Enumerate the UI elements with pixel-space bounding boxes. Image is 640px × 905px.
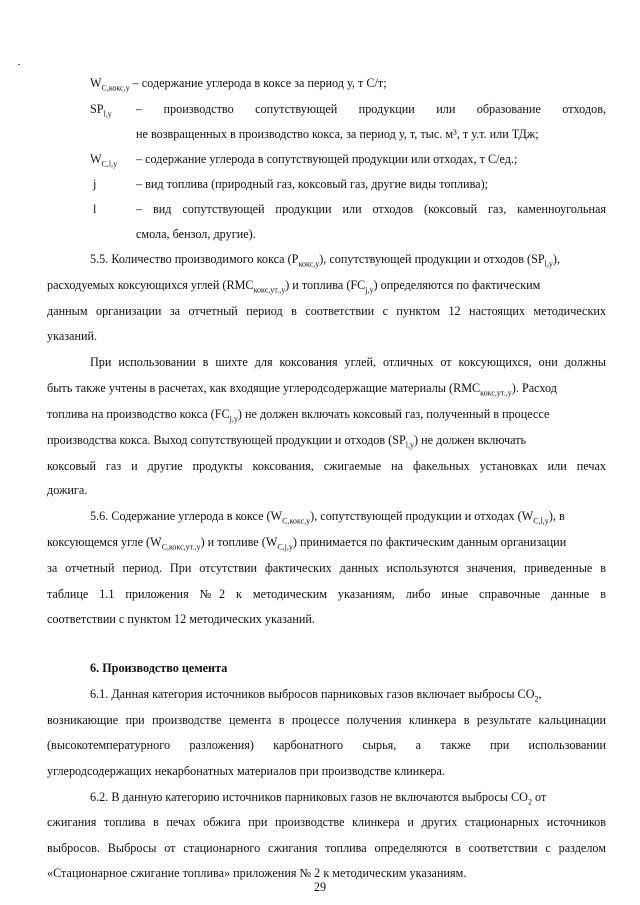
- def-term: SP: [90, 102, 104, 116]
- paragraph-5-5-line-4: указаний.: [47, 329, 98, 343]
- page-number: 29: [313, 880, 327, 894]
- text-run: ) определяются по фактическим: [373, 278, 541, 292]
- paragraph-5-6-line-1: [90, 508, 606, 529]
- paragraph-6-1-line-1: [90, 686, 606, 707]
- scan-mark: [18, 64, 20, 65]
- definition-l-desc: – вид сопутствующей продукции или отходов (коксовый газ, каменноугольная: [136, 202, 606, 216]
- text-run: быть также учтены в расчетах, как входящие углеродсодержащие материалы (RMC: [47, 381, 481, 395]
- def-sub: l,y: [103, 109, 112, 119]
- text-run: ) принимается по фактическим данным организации: [292, 535, 567, 549]
- definition-wcl-term: [90, 151, 117, 172]
- def-sub: C,кокс,у: [101, 83, 130, 93]
- text-run: ,: [538, 687, 542, 701]
- definition-sp-desc: – производство сопутствующей продукции или образование отходов,: [136, 102, 606, 116]
- paragraph-5-6-line-5: соответствии с пунктом 12 методических указаний.: [47, 612, 315, 626]
- text-run: ) не должен включать коксовый газ, полученный в процессе: [237, 407, 550, 421]
- subscript: j,y: [365, 285, 374, 295]
- text-run: топлива на производство кокса (FC: [47, 407, 230, 421]
- text-run: 5.6. Содержание углерода в коксе (W: [90, 509, 283, 523]
- subscript: C,кокс,ут.,у: [161, 542, 201, 552]
- paragraph-5-5-line-3: данным организации за отчетный период в соответствии с пунктом 12 настоящих методических: [47, 304, 606, 318]
- paragraph-5-6-line-3: за отчетный период. При отсутствии фактических данных используются значения, приведенные в: [47, 561, 606, 575]
- subscript: 2: [534, 694, 539, 704]
- subscript: кокс,ут.,у: [480, 388, 512, 398]
- paragraph-6-2-line-4: «Стационарное сжигание топлива» приложения № 2 к методическим указаниям.: [47, 866, 467, 880]
- subscript: l,y: [544, 259, 553, 269]
- paragraph-6-1-line-2: возникающие при производстве цемента в процессе получения клинкера в результате кальцинации: [47, 713, 606, 727]
- subscript: кокс,ут.,у: [253, 285, 286, 295]
- def-term: W: [90, 76, 102, 90]
- paragraph-5-6-line-4: таблице 1.1 приложения №2 к методическим указаниям, либо иные справочные данные в: [47, 587, 606, 601]
- def-sub: C,l,y: [101, 159, 118, 169]
- definition-sp-desc-cont: не возвращенных в производство кокса, за период у, т, тыс. м³, т у.т. или ТДж;: [136, 127, 539, 141]
- subscript: l,y: [405, 440, 415, 450]
- subscript: кокс,у: [298, 259, 320, 269]
- text-run: ),: [552, 252, 561, 266]
- paragraph-5-5-line-2: [47, 277, 606, 298]
- text-run: ) и топливе (W: [200, 535, 278, 549]
- def-term: W: [90, 152, 102, 166]
- text-run: расходуемых коксующихся углей (RMC: [47, 278, 254, 292]
- text-run: 6.1. Данная категория источников выбросов парниковых газов включает выбросы CO: [90, 687, 535, 701]
- subscript: 2: [527, 797, 532, 807]
- subscript: C,l,y: [533, 516, 549, 526]
- paragraph-shihta-line-1: При использовании в шихте для коксования углей, отличных от коксующихся, они должны: [90, 355, 606, 369]
- def-desc: – содержание углерода в коксе за период у, т С/т;: [132, 76, 387, 90]
- paragraph-shihta-line-4: [47, 432, 606, 453]
- paragraph-shihta-line-5: коксовый газ и другие продукты коксования, сжигаемые на факельных установках или печах: [47, 459, 606, 473]
- text-run: коксующемся угле (W: [47, 535, 162, 549]
- paragraph-6-2-line-3: выбросов. Выбросы от стационарного сжигания топлива определяются в соответствии с разделом: [47, 841, 606, 855]
- text-run: ), в: [548, 509, 565, 523]
- definition-l-term: l: [93, 202, 97, 216]
- definition-w-coke: [90, 75, 640, 96]
- section-heading: 6. Производство цемента: [90, 661, 228, 675]
- paragraph-shihta-line-6: дожига.: [47, 483, 88, 497]
- subscript: C,j,y: [277, 542, 293, 552]
- text-run: ), сопутствующей продукции и отходах (W: [310, 509, 534, 523]
- paragraph-6-2-line-2: сжигания топлива в печах обжига при производстве клинкера и других стационарных источников: [47, 815, 606, 829]
- text-run: от: [531, 790, 547, 804]
- subscript: j,y: [229, 414, 238, 424]
- definition-sp-term: [90, 101, 112, 122]
- text-run: 6.2. В данную категорию источников парниковых газов не включаются выбросы CO: [90, 790, 528, 804]
- text-run: ). Расход: [511, 381, 557, 395]
- text-run: ) и топлива (FC: [285, 278, 366, 292]
- paragraph-6-1-line-4: углеродсодержащих некарбонатных материалов при производстве клинкера.: [47, 764, 445, 778]
- definition-j-term: j: [93, 177, 97, 191]
- paragraph-6-1-line-3: (высокотемпературного разложения) карбонатного сырья, а также при использовании: [47, 738, 606, 752]
- text-run: ) не должен включать: [414, 433, 527, 447]
- definition-wcl-desc: – содержание углерода в сопутствующей продукции или отходах, т С/ед.;: [136, 152, 518, 166]
- paragraph-6-2-line-1: [90, 789, 606, 810]
- subscript: C,кокс,у: [282, 516, 311, 526]
- text-run: ), сопутствующей продукции и отходов (SP: [319, 252, 545, 266]
- paragraph-5-6-line-2: [47, 534, 606, 555]
- paragraph-5-5-line-1: [90, 251, 606, 272]
- text-run: 5.5. Количество производимого кокса (P: [90, 252, 299, 266]
- paragraph-shihta-line-2: [47, 380, 606, 401]
- text-run: производства кокса. Выход сопутствующей продукции и отходов (SP: [47, 433, 406, 447]
- paragraph-shihta-line-3: [47, 406, 606, 427]
- definition-l-desc-cont: смола, бензол, другие).: [136, 227, 256, 241]
- definition-j-desc: – вид топлива (природный газ, коксовый газ, другие виды топлива);: [136, 177, 489, 191]
